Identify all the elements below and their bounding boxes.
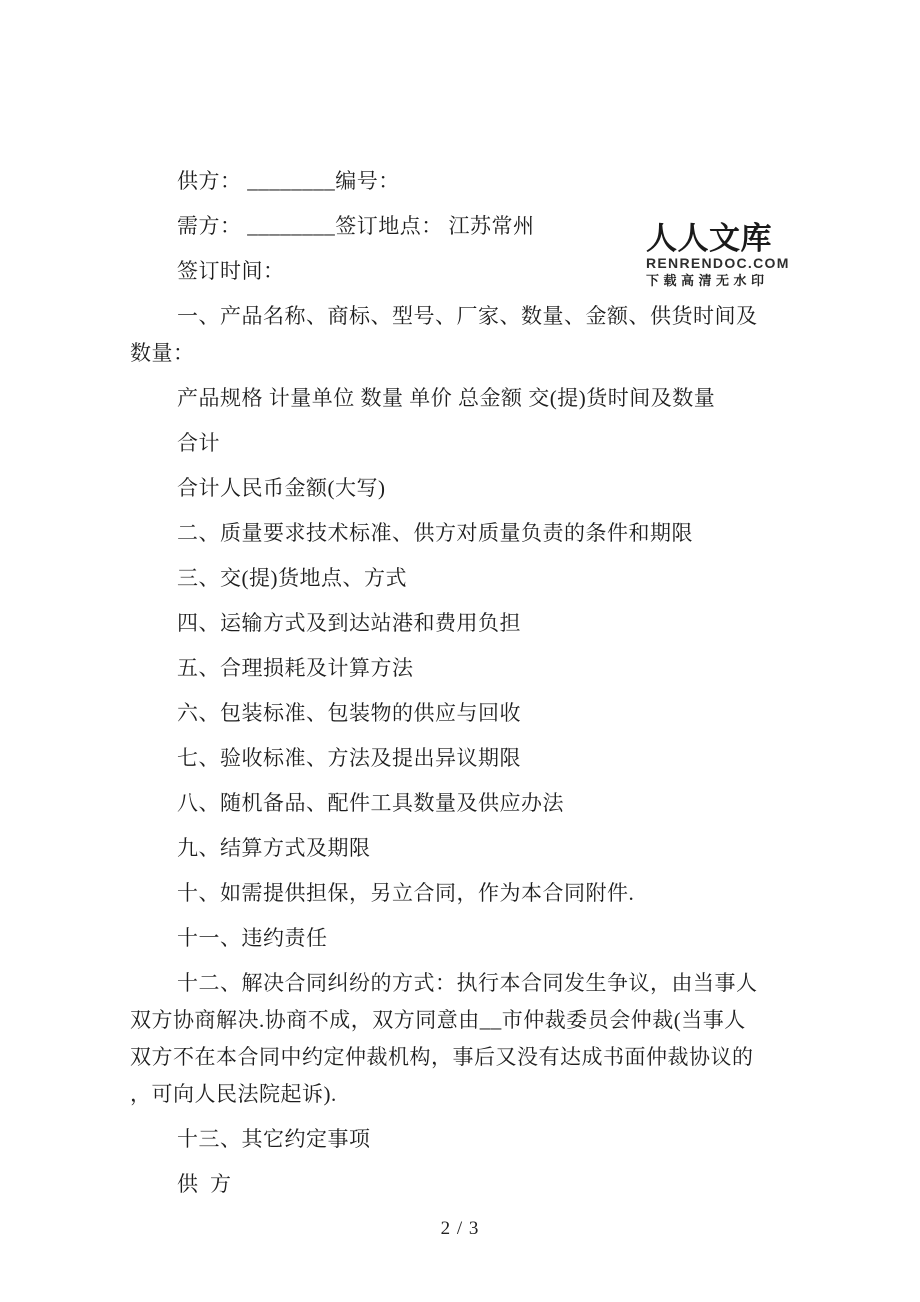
paragraph xyxy=(130,253,810,290)
paragraph xyxy=(130,875,810,912)
paragraph xyxy=(130,830,810,867)
text-line: 十三、其它约定事项 xyxy=(177,1127,371,1151)
paragraph xyxy=(130,785,810,822)
text-line: 供 方 xyxy=(177,1172,232,1196)
text-line: 供方： ________编号： xyxy=(177,169,400,193)
watermark-logo-text: 人人文库 xyxy=(646,221,772,256)
text-line: 需方： ________签订地点： 江苏常州 xyxy=(177,214,535,238)
text-line: 合计 xyxy=(177,431,220,455)
paragraph xyxy=(130,740,810,777)
watermark-tagline-text: 下载高清无水印 xyxy=(646,273,769,288)
paragraph xyxy=(130,1121,810,1158)
paragraph xyxy=(130,515,810,552)
text-line: 十一、违约责任 xyxy=(177,926,328,950)
text-line: 九、结算方式及期限 xyxy=(177,836,371,860)
text-line: 双方不在本合同中约定仲裁机构，事后又没有达成书面仲裁协议的 xyxy=(130,1045,754,1069)
paragraph xyxy=(130,208,810,245)
paragraph xyxy=(130,470,810,507)
text-line: 二、质量要求技术标准、供方对质量负责的条件和期限 xyxy=(177,521,693,545)
text-line: 数量： xyxy=(130,341,195,365)
text-line: 六、包装标准、包装物的供应与回收 xyxy=(177,701,521,725)
text-line: 一、产品名称、商标、型号、厂家、数量、金额、供货时间及 xyxy=(177,304,758,328)
paragraph xyxy=(130,1166,810,1203)
text-line: 十、如需提供担保，另立合同，作为本合同附件. xyxy=(177,881,635,905)
text-line: 产品规格 计量单位 数量 单价 总金额 交(提)货时间及数量 xyxy=(177,386,716,410)
watermark-domain-text: RENRENDOC.COM xyxy=(646,255,790,271)
paragraph xyxy=(130,380,810,417)
text-line: 四、运输方式及到达站港和费用负担 xyxy=(177,611,521,635)
paragraph xyxy=(130,605,810,642)
text-line: 合计人民币金额(大写) xyxy=(177,476,386,500)
text-line: ，可向人民法院起诉). xyxy=(130,1082,337,1106)
paragraph xyxy=(130,560,810,597)
paragraph xyxy=(130,650,810,687)
paragraph xyxy=(130,298,810,372)
paragraph xyxy=(130,920,810,957)
text-line: 十二、解决合同纠纷的方式：执行本合同发生争议，由当事人 xyxy=(177,971,758,995)
text-line: 五、合理损耗及计算方法 xyxy=(177,656,414,680)
text-line: 七、验收标准、方法及提出异议期限 xyxy=(177,746,521,770)
text-line: 三、交(提)货地点、方式 xyxy=(177,566,407,590)
paragraph xyxy=(130,425,810,462)
text-line: 双方协商解决.协商不成，双方同意由__市仲裁委员会仲裁(当事人 xyxy=(130,1008,746,1032)
text-line: 八、随机备品、配件工具数量及供应办法 xyxy=(177,791,564,815)
paragraph xyxy=(130,695,810,732)
document-body xyxy=(130,163,810,1211)
page-number: 2 / 3 xyxy=(440,1218,480,1239)
paragraph xyxy=(130,965,810,1113)
text-line: 签订时间： xyxy=(177,259,285,283)
paragraph xyxy=(130,163,810,200)
